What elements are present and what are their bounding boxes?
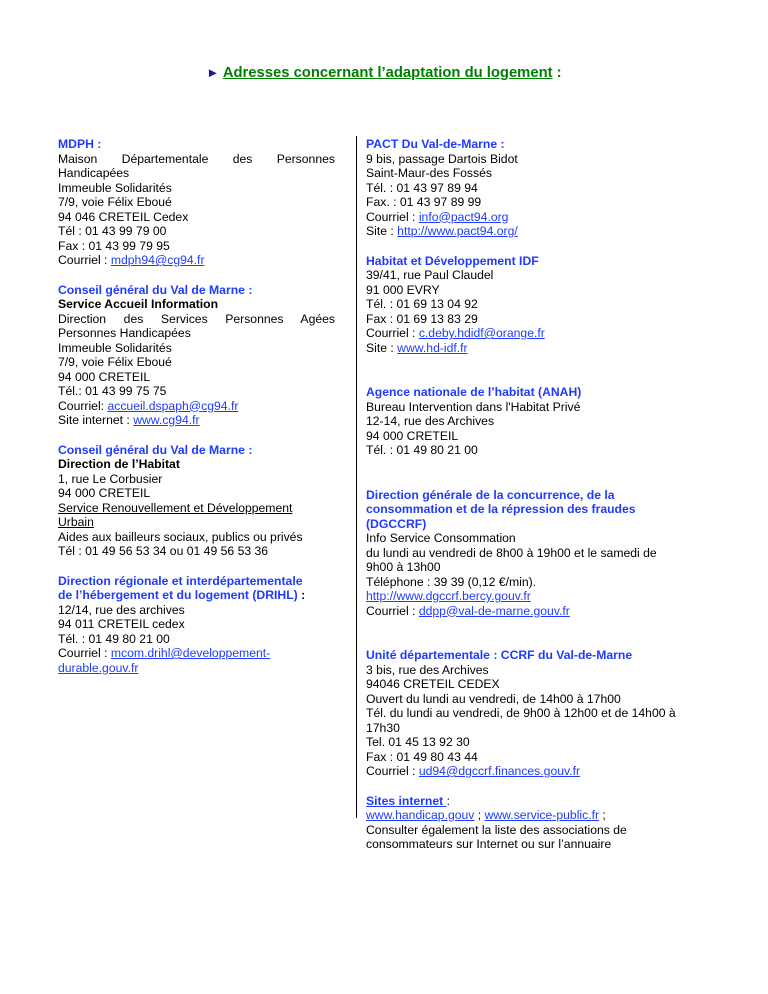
page-title [0, 66, 768, 81]
ccrf-mail-line [366, 764, 719, 779]
title-text: Adresses concernant l’adaptation du logement [222, 65, 553, 81]
cg-habitat-heading: Conseil général du Val de Marne : [58, 442, 253, 457]
cg-accueil-mail-label: Courriel: [58, 398, 108, 413]
cg-habitat-line2: 94 000 CRETEIL [58, 486, 151, 500]
dgccrf-heading2: consommation et de la répression des fraudes [366, 502, 636, 516]
sites-link-service-public[interactable]: www.service-public.fr [484, 808, 600, 822]
drihl-heading2-line [58, 588, 335, 603]
drihl-mail-link-cont[interactable]: durable.gouv.fr [58, 660, 139, 675]
hd-block [366, 254, 719, 356]
mdph-mail-line [58, 253, 335, 268]
dgccrf-tel: Téléphone : 39 39 (0,12 €/min). [366, 574, 537, 589]
cg-habitat-tel: Tél : 01 49 56 53 34 ou 01 49 56 53 36 [58, 544, 269, 558]
sites-block [366, 794, 719, 852]
pact-line2: Saint-Maur-des Fossés [366, 166, 492, 180]
ccrf-line3: Ouvert du lundi au vendredi, de 14h00 à 17h00 [366, 691, 621, 706]
drihl-heading2: de l’hébergement et du logement (DRIHL) [58, 588, 298, 602]
hd-site-line [366, 341, 719, 356]
hd-mail-line [366, 326, 719, 341]
mdph-block [58, 137, 335, 268]
ccrf-fax: Fax : 01 49 80 43 44 [366, 749, 478, 764]
dgccrf-mail-line [366, 604, 719, 619]
anah-tel: Tél. : 01 49 80 21 00 [366, 443, 478, 457]
sites-line1: Consulter également la liste des associations de [366, 822, 627, 837]
cg-accueil-block [58, 283, 335, 428]
anah-line2: 12-14, rue des Archives [366, 414, 495, 428]
drihl-line2: 94 011 CRETEIL cedex [58, 617, 185, 631]
cg-accueil-site-line [58, 413, 335, 428]
mdph-line5: 94 046 CRETEIL Cedex [58, 209, 189, 224]
cg-habitat-sub: Direction de l’Habitat [58, 457, 180, 471]
sites-heading: Sites internet [366, 793, 447, 808]
mdph-line4: 7/9, voie Félix Eboué [58, 195, 172, 209]
anah-line1: Bureau Intervention dans l'Habitat Privé [366, 399, 581, 414]
ccrf-line5: 17h30 [366, 720, 400, 735]
sites-end: ; [599, 808, 606, 822]
mdph-tel: Tél : 01 43 99 79 00 [58, 224, 167, 238]
cg-habitat-block [58, 443, 335, 559]
mdph-line1: Maison Départementale des Personnes [58, 151, 335, 166]
hd-line2: 91 000 EVRY [366, 282, 440, 297]
pact-line1: 9 bis, passage Dartois Bidot [366, 151, 518, 166]
hd-fax: Fax : 01 69 13 83 29 [366, 311, 478, 326]
hd-tel: Tél. : 01 69 13 04 92 [366, 297, 478, 311]
drihl-heading2-colon: : [297, 588, 306, 602]
pact-site-link[interactable]: http://www.pact94.org/ [397, 224, 518, 238]
cg-accueil-site-link[interactable]: www.cg94.fr [133, 413, 200, 427]
cg-accueil-line4: 7/9, voie Félix Eboué [58, 355, 172, 369]
pact-mail-line [366, 210, 719, 225]
mdph-line3: Immeuble Solidarités [58, 180, 172, 195]
cg-accueil-mail-link[interactable]: accueil.dspaph@cg94.fr [107, 398, 239, 413]
drihl-block [58, 574, 335, 676]
left-column [58, 137, 335, 675]
drihl-tel: Tél. : 01 49 80 21 00 [58, 631, 170, 646]
cg-habitat-service1: Service Renouvellement et Développement [58, 500, 293, 515]
mdph-heading: MDPH : [58, 137, 102, 151]
ccrf-line4: Tél. du lundi au vendredi, de 9h00 à 12h00 et de 14h00 à [366, 706, 676, 720]
drihl-mail-label: Courriel : [58, 646, 111, 660]
sites-heading-colon: : [446, 793, 450, 808]
ccrf-tel: Tel. 01 45 13 92 30 [366, 735, 470, 749]
ccrf-mail-label: Courriel : [366, 764, 419, 778]
hd-line1: 39/41, rue Paul Claudel [366, 268, 494, 282]
ccrf-line2: 94046 CRETEIL CEDEX [366, 677, 500, 691]
dgccrf-mail-label: Courriel : [366, 603, 419, 618]
dgccrf-line3: 9h00 à 13h00 [366, 560, 441, 574]
sites-line2: consommateurs sur Internet ou sur l’annuaire [366, 837, 612, 851]
column-divider [356, 136, 357, 818]
dgccrf-line1: Info Service Consommation [366, 531, 516, 545]
pact-block [366, 137, 719, 239]
dgccrf-mail-link[interactable]: ddpp@val-de-marne.gouv.fr [418, 603, 570, 618]
cg-accueil-site-label: Site internet : [58, 413, 134, 427]
drihl-line1: 12/14, rue des archives [58, 602, 185, 617]
ccrf-block [366, 648, 719, 779]
title-colon: : [552, 65, 562, 81]
pact-mail-label: Courriel : [366, 209, 419, 224]
dgccrf-site-line [366, 589, 719, 604]
hd-heading: Habitat et Développement IDF [366, 253, 539, 268]
cg-accueil-sub: Service Accueil Information [58, 297, 219, 311]
cg-habitat-line1: 1, rue Le Corbusier [58, 471, 163, 486]
hd-site-label: Site : [366, 340, 398, 355]
hd-mail-label: Courriel : [366, 326, 419, 340]
dgccrf-heading3: (DGCCRF) [366, 516, 427, 531]
right-column [366, 137, 719, 852]
sites-heading-line [366, 794, 719, 809]
cg-accueil-line2: Personnes Handicapées [58, 326, 191, 340]
pact-site-line [366, 224, 719, 239]
pact-heading: PACT Du Val-de-Marne : [366, 137, 505, 151]
cg-accueil-line3: Immeuble Solidarités [58, 340, 172, 355]
dgccrf-line2: du lundi au vendredi de 8h00 à 19h00 et le samedi de [366, 545, 657, 560]
anah-line3: 94 000 CRETEIL [366, 428, 459, 443]
dgccrf-block [366, 488, 719, 619]
arrow-icon: ► [206, 65, 220, 80]
pact-site-label: Site : [366, 224, 398, 238]
dgccrf-heading1: Direction générale de la concurrence, de la [366, 487, 615, 502]
hd-mail-link[interactable]: c.deby.hdidf@orange.fr [418, 326, 545, 340]
sites-sep: ; [474, 808, 485, 822]
ccrf-line1: 3 bis, rue des Archives [366, 662, 489, 677]
drihl-mail-line2 [58, 661, 335, 676]
anah-heading: Agence nationale de l’habitat (ANAH) [366, 385, 582, 399]
mdph-mail-label: Courriel : [58, 253, 111, 267]
mdph-line2: Handicapées [58, 166, 130, 180]
sites-link-handicap[interactable]: www.handicap.gouv [366, 808, 475, 822]
cg-habitat-service2: Urbain [58, 515, 94, 529]
drihl-heading1: Direction régionale et interdépartementale [58, 573, 303, 588]
ccrf-mail-link[interactable]: ud94@dgccrf.finances.gouv.fr [418, 764, 581, 778]
mdph-fax: Fax : 01 43 99 79 95 [58, 238, 170, 253]
mdph-mail-link[interactable]: mdph94@cg94.fr [110, 253, 205, 267]
anah-block [366, 385, 719, 458]
pact-fax: Fax. : 01 43 97 89 99 [366, 195, 482, 209]
drihl-mail-link[interactable]: mcom.drihl@developpement- [110, 646, 271, 660]
cg-accueil-tel: Tél.: 01 43 99 75 75 [58, 384, 167, 398]
pact-tel: Tél. : 01 43 97 89 94 [366, 180, 478, 195]
cg-accueil-heading: Conseil général du Val de Marne : [58, 282, 253, 297]
cg-accueil-line1: Direction des Services Personnes Agées [58, 311, 335, 326]
cg-accueil-mail-line [58, 399, 335, 414]
drihl-mail-line [58, 646, 335, 661]
ccrf-heading: Unité départementale : CCRF du Val-de-Marne [366, 648, 633, 662]
cg-habitat-line3: Aides aux bailleurs sociaux, publics ou privés [58, 529, 303, 544]
cg-accueil-line5: 94 000 CRETEIL [58, 369, 151, 384]
hd-site-link[interactable]: www.hd-idf.fr [397, 340, 468, 355]
dgccrf-site-link[interactable]: http://www.dgccrf.bercy.gouv.fr [366, 589, 531, 603]
pact-mail-link[interactable]: info@pact94.org [418, 209, 509, 224]
sites-links-line [366, 808, 719, 823]
